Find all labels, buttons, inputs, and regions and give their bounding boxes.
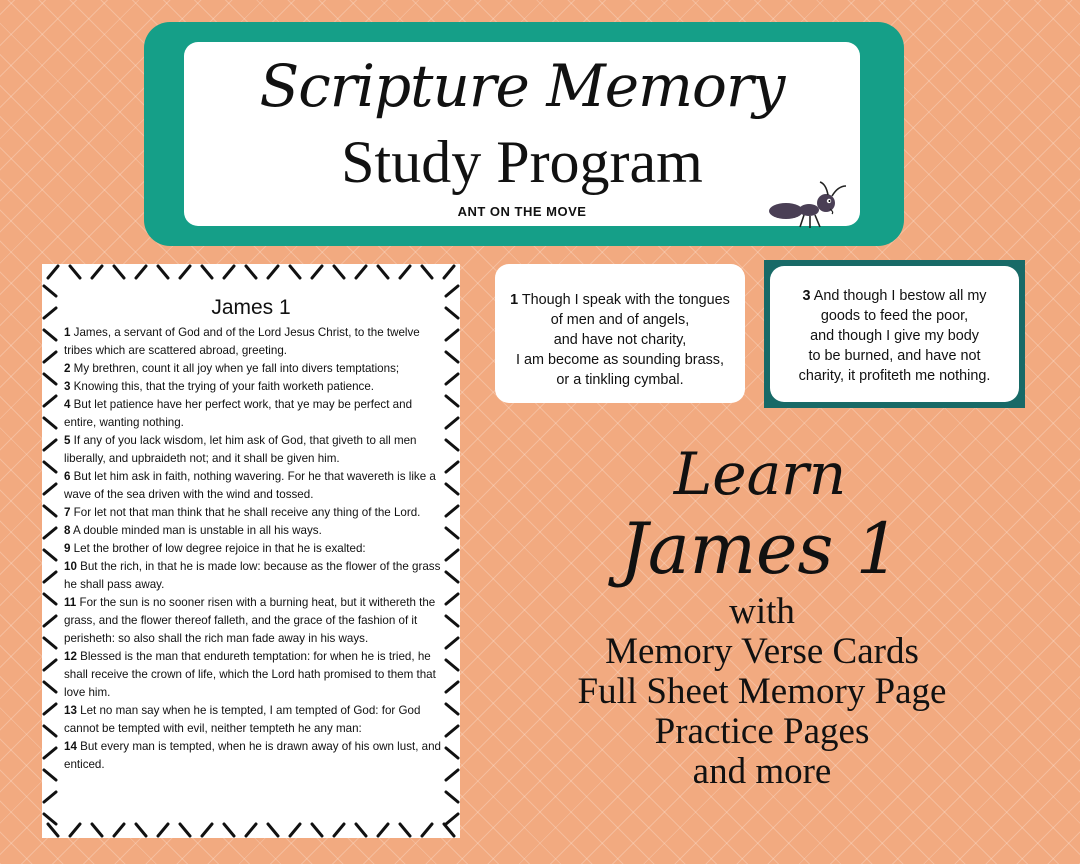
verse-number: 2 [64, 362, 71, 375]
memory-verse-card-3 [770, 266, 1019, 402]
banner-title: Scripture Memory [259, 52, 785, 120]
memory-verse-card-1 [495, 264, 745, 403]
card-line: and have not charity, [553, 332, 687, 348]
verse-item [64, 378, 444, 396]
verse-text: If any of you lack wisdom, let him ask of God, that giveth to all men liberally, and upbraideth not; and it shall be given him. [64, 434, 417, 465]
verse-number: 12 [64, 650, 77, 663]
verse-item [64, 594, 444, 648]
verse-number: 1 [510, 292, 519, 308]
full-sheet-memory-page [42, 264, 460, 838]
verse-text: Let no man say when he is tempted, I am tempted of God: for God cannot be tempted with evil, neither tempteth he any man: [64, 704, 421, 735]
card-line: of men and of angels, [550, 312, 690, 328]
verse-item [64, 522, 444, 540]
with-text: with [729, 591, 795, 632]
verse-number: 9 [64, 542, 71, 555]
verse-text: But every man is tempted, when he is drawn away of his own lust, and enticed. [64, 740, 442, 771]
verse-text: Blessed is the man that endureth temptation: for when he is tried, he shall receive the crown of life, which the Lord hath promised to them that love him. [64, 650, 436, 699]
verse-text: Let the brother of low degree rejoice in that he is exalted: [70, 542, 366, 555]
verse-number: 1 [64, 326, 71, 339]
title-banner-panel [184, 42, 860, 226]
verse-item [64, 738, 444, 774]
card-line: 1 Though I speak with the tongues [510, 292, 730, 308]
verse-number: 4 [64, 398, 71, 411]
card-line: I am become as sounding brass, [516, 352, 724, 368]
verse-item [64, 324, 444, 360]
verse-item [64, 396, 444, 432]
card-line: charity, it profiteth me nothing. [798, 368, 991, 384]
topic-heading: James 1 [619, 508, 901, 590]
ant-icon [766, 178, 856, 230]
feature-item: Full Sheet Memory Page [577, 671, 947, 712]
verse-text: James, a servant of God and of the Lord Jesus Christ, to the twelve tribes which are scattered abroad, greeting. [64, 326, 420, 357]
brand-name: ANT ON THE MOVE [457, 204, 587, 219]
card-line: and though I give my body [810, 328, 979, 344]
verse-text: But let patience have her perfect work, that ye may be perfect and entire, wanting nothing. [64, 398, 413, 429]
verse-number: 11 [64, 596, 77, 609]
verse-item [64, 468, 444, 504]
verse-number: 3 [802, 288, 811, 304]
verse-number: 3 [64, 380, 71, 393]
verse-item [64, 540, 444, 558]
verse-number: 13 [64, 704, 77, 717]
verse-number: 14 [64, 740, 77, 753]
feature-item: and more [692, 751, 832, 792]
verse-item [64, 648, 444, 702]
verse-number: 6 [64, 470, 71, 483]
verse-text: Knowing this, that the trying of your faith worketh patience. [70, 380, 374, 393]
learn-heading: Learn [673, 440, 847, 508]
verse-number: 10 [64, 560, 77, 573]
verse-text: My brethren, count it all joy when ye fall into divers temptations; [70, 362, 400, 375]
verse-text: For let not that man think that he shall receive any thing of the Lord. [70, 506, 421, 519]
verse-item [64, 702, 444, 738]
verse-item [64, 504, 444, 522]
verse-number: 8 [64, 524, 71, 537]
card-line: goods to feed the poor, [820, 308, 969, 324]
title-banner [144, 22, 904, 246]
card-line: 3 And though I bestow all my [802, 288, 987, 304]
card-line: or a tinkling cymbal. [556, 372, 684, 388]
feature-list [522, 592, 1002, 792]
sheet-title: James 1 [211, 296, 291, 319]
verse-number: 7 [64, 506, 71, 519]
verse-item [64, 360, 444, 378]
card-line: to be burned, and have not [808, 348, 981, 364]
verse-text: But the rich, in that he is made low: because as the flower of the grass he shall pass away. [64, 560, 441, 591]
feature-item: Memory Verse Cards [605, 631, 919, 672]
verse-item [64, 558, 444, 594]
verse-text: A double minded man is unstable in all his ways. [70, 524, 322, 537]
verse-number: 5 [64, 434, 71, 447]
verse-item [64, 432, 444, 468]
verse-list [64, 324, 444, 774]
verse-text: But let him ask in faith, nothing wavering. For he that wavereth is like a wave of the sea driven with the wind and tossed. [64, 470, 436, 501]
banner-subtitle: Study Program [341, 129, 703, 195]
feature-item: Practice Pages [654, 711, 870, 752]
verse-text: For the sun is no sooner risen with a burning heat, but it withereth the grass, and the flower thereof falleth, and the grace of the fashion of it perisheth: so also shall the rich man fade away in his ways. [64, 596, 436, 645]
